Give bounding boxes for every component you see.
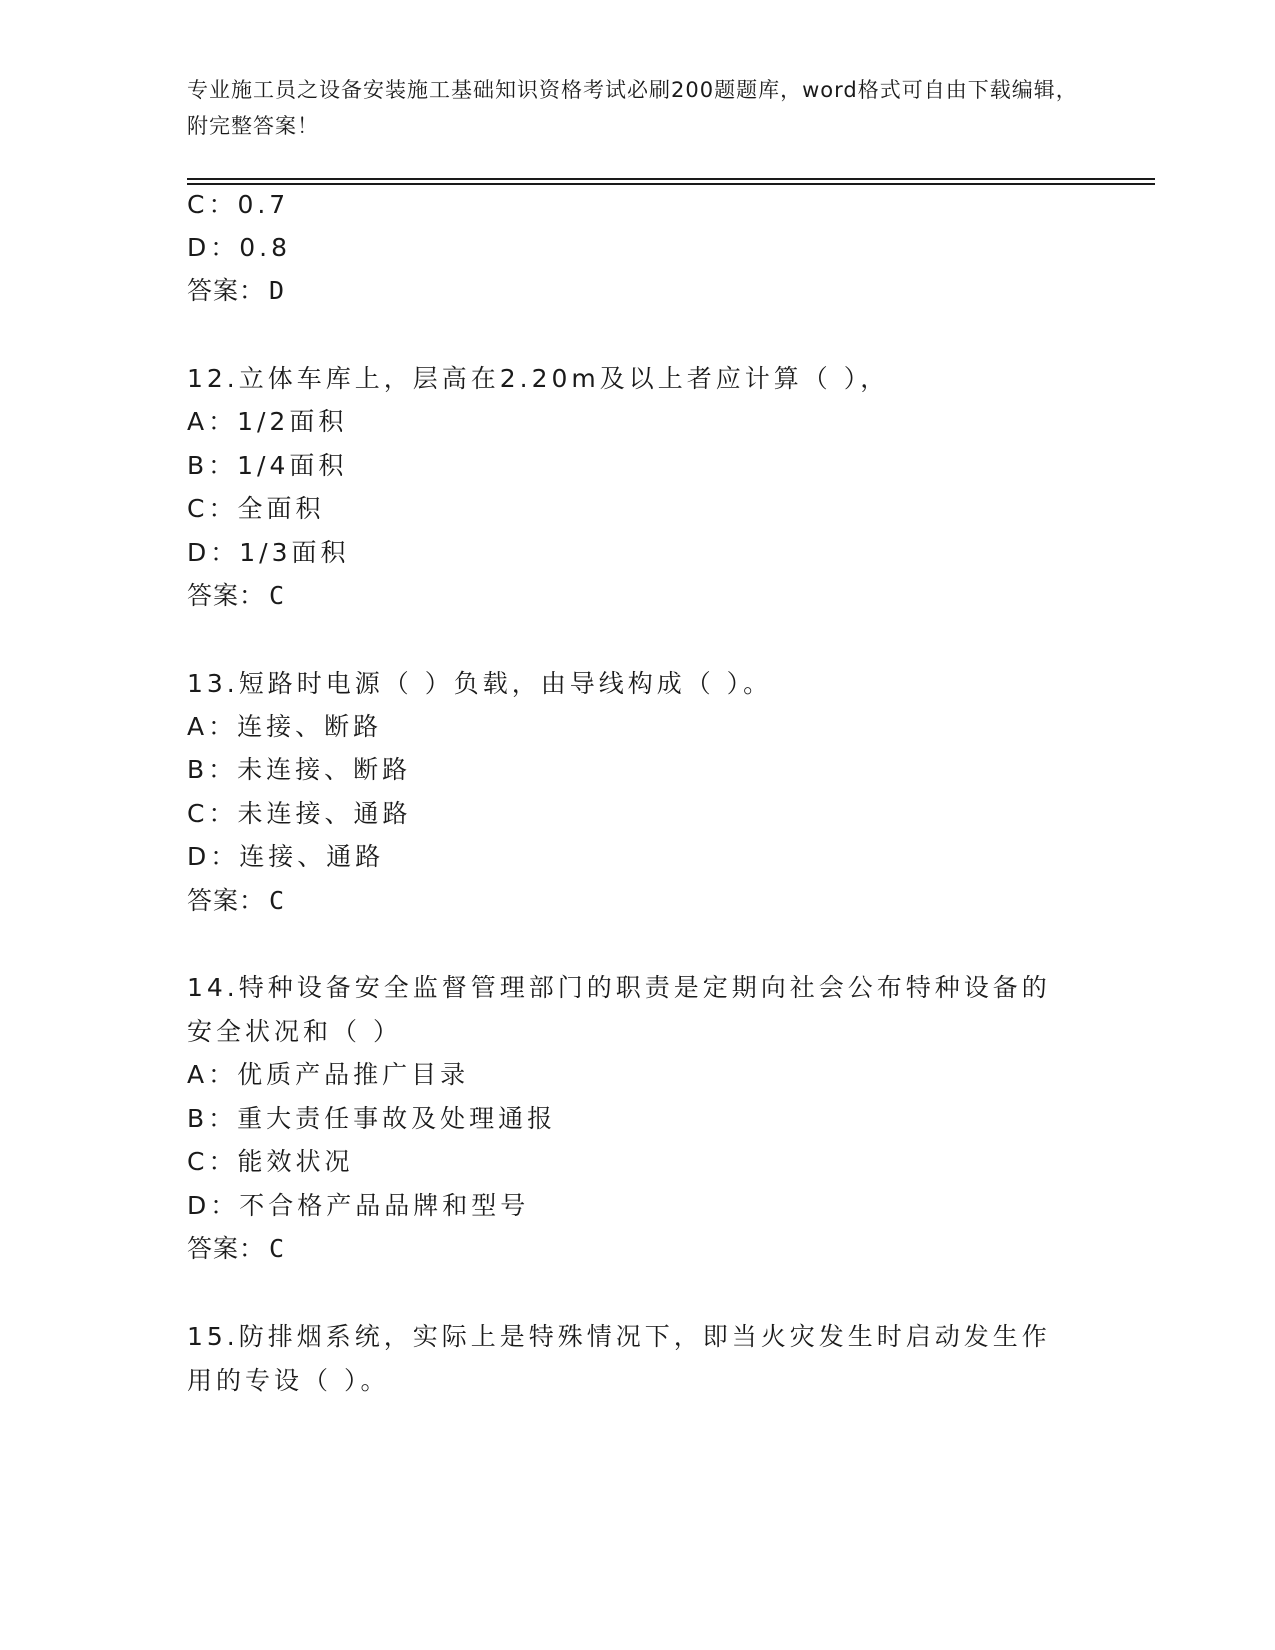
q13-option-b: B：未连接、断路 — [187, 755, 412, 784]
q13-option-c: C：未连接、通路 — [187, 799, 412, 828]
q13-option-a: A：连接、断路 — [187, 712, 383, 741]
q12-answer — [187, 579, 285, 613]
q15-question: 15.防排烟系统，实际上是特殊情况下，即当火灾发生时启动发生作用的专设（ ）。 — [187, 1322, 1051, 1395]
q13-question: 13.短路时电源（ ）负载，由导线构成（ ）。 — [187, 669, 773, 698]
q14-option-d: D：不合格产品品牌和型号 — [187, 1191, 530, 1220]
q11-option-c: C：0.7 — [187, 190, 290, 219]
q11-answer — [187, 274, 285, 308]
q12-option-c: C：全面积 — [187, 494, 325, 523]
answer-label: 答案： — [187, 581, 266, 610]
answer-value: D — [269, 276, 286, 305]
q11-option-d: D：0.8 — [187, 233, 292, 262]
q14-question: 14.特种设备安全监督管理部门的职责是定期向社会公布特种设备的安全状况和（ ） — [187, 973, 1051, 1046]
q12-question: 12.立体车库上，层高在2.20m及以上者应计算（ ）， — [187, 364, 890, 393]
document-header: 专业施工员之设备安装施工基础知识资格考试必刷200题题库，word格式可自由下载编辑，附完整答案！ — [187, 78, 1078, 138]
q14-option-c: C：能效状况 — [187, 1147, 354, 1176]
q13-option-d: D：连接、通路 — [187, 842, 385, 871]
header-rule-top — [187, 178, 1155, 180]
q14-option-a: A：优质产品推广目录 — [187, 1060, 470, 1089]
answer-value: C — [269, 1234, 286, 1263]
answer-label: 答案： — [187, 886, 266, 915]
q13-answer — [187, 884, 285, 918]
answer-value: C — [269, 581, 286, 610]
q14-option-b: B：重大责任事故及处理通报 — [187, 1104, 557, 1133]
header-rule-bottom — [187, 183, 1155, 185]
q12-option-b: B：1/4面积 — [187, 451, 348, 480]
q14-answer — [187, 1232, 285, 1266]
answer-label: 答案： — [187, 276, 266, 305]
q12-option-d: D：1/3面积 — [187, 538, 350, 567]
answer-value: C — [269, 886, 286, 915]
q12-option-a: A：1/2面积 — [187, 407, 348, 436]
answer-label: 答案： — [187, 1234, 266, 1263]
